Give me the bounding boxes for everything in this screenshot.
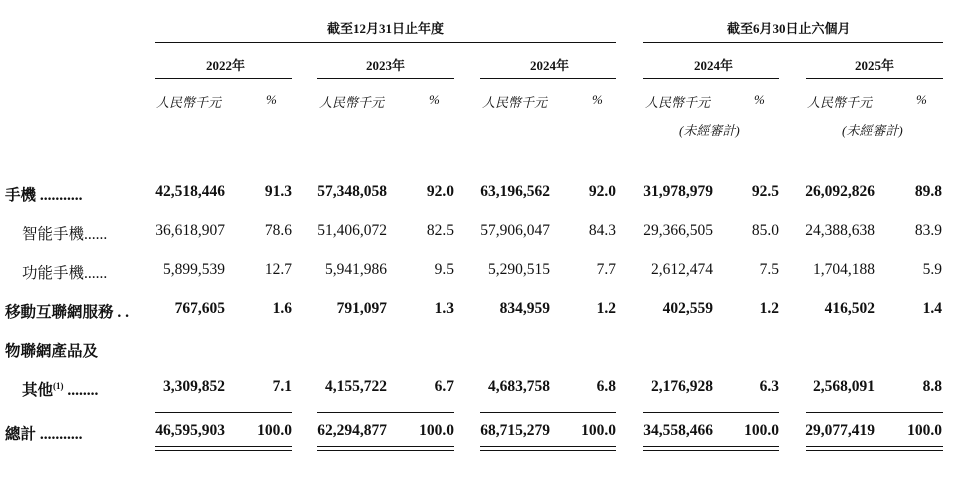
amount-cell: 5,290,515 <box>488 261 550 278</box>
total-top-rule-2024-hy <box>643 412 779 413</box>
amount-cell: 5,941,986 <box>325 261 387 278</box>
amount-cell: 2,612,474 <box>651 261 713 278</box>
pct-label-2024: % <box>592 92 603 107</box>
year-header-2022: 2022年 <box>206 58 246 73</box>
amount-cell: 29,077,419 <box>805 422 875 439</box>
row-label-iot-line1: 物聯網產品及 <box>5 343 99 360</box>
percent-cell: 6.8 <box>596 378 616 395</box>
row-label-mobile-internet: 移動互聯網服務 . . <box>5 304 130 321</box>
row-label-dots: ........ <box>63 382 99 399</box>
pct-label-2022: % <box>266 92 277 107</box>
amount-cell: 24,388,638 <box>805 222 875 239</box>
total-top-rule-2024 <box>480 412 616 413</box>
amount-cell: 31,978,979 <box>643 183 713 200</box>
year-header-2024: 2024年 <box>530 58 570 73</box>
row-label-total: 總計 ........... <box>5 426 83 443</box>
year-header-2024-hy: 2024年 <box>694 58 734 73</box>
amount-cell: 4,683,758 <box>488 378 550 395</box>
percent-cell: 89.8 <box>914 183 942 200</box>
percent-cell: 92.0 <box>588 183 616 200</box>
unit-label-2024: 人民幣千元 <box>482 95 548 110</box>
row-label-smartphones: 智能手機...... <box>22 226 108 243</box>
fy-group-header: 截至12月31日止年度 <box>327 21 445 36</box>
percent-cell: 9.5 <box>434 261 454 278</box>
amount-cell: 62,294,877 <box>317 422 387 439</box>
amount-cell: 791,097 <box>336 300 387 317</box>
total-double-rule-2024-hy <box>643 446 779 451</box>
percent-cell: 1.6 <box>272 300 292 317</box>
total-double-rule-2024 <box>480 446 616 451</box>
amount-cell: 57,348,058 <box>317 183 387 200</box>
amount-cell: 416,502 <box>824 300 875 317</box>
percent-cell: 100.0 <box>744 422 779 439</box>
amount-cell: 767,605 <box>174 300 225 317</box>
pct-label-2025-hy: % <box>916 92 927 107</box>
amount-cell: 29,366,505 <box>643 222 713 239</box>
year-rule-2024 <box>480 78 616 79</box>
amount-cell: 834,959 <box>499 300 550 317</box>
amount-cell: 4,155,722 <box>325 378 387 395</box>
unaudited-note-2025-hy: (未經審計) <box>842 123 903 138</box>
percent-cell: 1.2 <box>596 300 616 317</box>
amount-cell: 5,899,539 <box>163 261 225 278</box>
amount-cell: 34,558,466 <box>643 422 713 439</box>
percent-cell: 1.3 <box>434 300 454 317</box>
unit-label-2024-hy: 人民幣千元 <box>645 95 711 110</box>
percent-cell: 1.4 <box>922 300 942 317</box>
percent-cell: 6.7 <box>434 378 454 395</box>
amount-cell: 68,715,279 <box>480 422 550 439</box>
percent-cell: 12.7 <box>264 261 292 278</box>
total-double-rule-2023 <box>317 446 454 451</box>
percent-cell: 100.0 <box>257 422 292 439</box>
total-double-rule-2025-hy <box>806 446 943 451</box>
unit-label-2025-hy: 人民幣千元 <box>807 95 873 110</box>
percent-cell: 8.8 <box>922 378 942 395</box>
percent-cell: 7.5 <box>759 261 779 278</box>
year-rule-2024-hy <box>643 78 779 79</box>
hy-group-header: 截至6月30日止六個月 <box>727 21 851 36</box>
percent-cell: 85.0 <box>751 222 779 239</box>
percent-cell: 100.0 <box>907 422 942 439</box>
percent-cell: 7.1 <box>272 378 292 395</box>
year-header-2023: 2023年 <box>366 58 406 73</box>
row-label-iot-line2 <box>22 378 98 400</box>
amount-cell: 63,196,562 <box>480 183 550 200</box>
fy-group-rule <box>155 42 616 43</box>
unit-label-2022: 人民幣千元 <box>156 95 222 110</box>
total-top-rule-2023 <box>317 412 454 413</box>
percent-cell: 100.0 <box>419 422 454 439</box>
total-double-rule-2022 <box>155 446 292 451</box>
amount-cell: 3,309,852 <box>163 378 225 395</box>
unaudited-note-2024-hy: (未經審計) <box>679 123 740 138</box>
row-label-handsets: 手機 ........... <box>5 187 83 204</box>
percent-cell: 83.9 <box>914 222 942 239</box>
amount-cell: 2,568,091 <box>813 378 875 395</box>
total-top-rule-2025-hy <box>806 412 943 413</box>
percent-cell: 6.3 <box>759 378 779 395</box>
amount-cell: 1,704,188 <box>813 261 875 278</box>
hy-group-rule <box>643 42 943 43</box>
percent-cell: 100.0 <box>581 422 616 439</box>
footnote-marker: (1) <box>53 380 64 391</box>
amount-cell: 36,618,907 <box>155 222 225 239</box>
percent-cell: 7.7 <box>596 261 616 278</box>
row-label-feature-phones: 功能手機...... <box>22 265 108 282</box>
year-rule-2023 <box>317 78 454 79</box>
amount-cell: 26,092,826 <box>805 183 875 200</box>
percent-cell: 78.6 <box>264 222 292 239</box>
amount-cell: 2,176,928 <box>651 378 713 395</box>
year-header-2025-hy: 2025年 <box>855 58 895 73</box>
percent-cell: 82.5 <box>426 222 454 239</box>
row-label-others: 其他 <box>22 382 54 399</box>
year-rule-2025-hy <box>806 78 943 79</box>
percent-cell: 91.3 <box>264 183 292 200</box>
percent-cell: 92.5 <box>751 183 779 200</box>
amount-cell: 42,518,446 <box>155 183 225 200</box>
percent-cell: 5.9 <box>922 261 942 278</box>
pct-label-2023: % <box>429 92 440 107</box>
pct-label-2024-hy: % <box>754 92 765 107</box>
percent-cell: 92.0 <box>426 183 454 200</box>
percent-cell: 84.3 <box>588 222 616 239</box>
unit-label-2023: 人民幣千元 <box>319 95 385 110</box>
percent-cell: 1.2 <box>759 300 779 317</box>
amount-cell: 402,559 <box>662 300 713 317</box>
total-top-rule-2022 <box>155 412 292 413</box>
amount-cell: 46,595,903 <box>155 422 225 439</box>
amount-cell: 51,406,072 <box>317 222 387 239</box>
year-rule-2022 <box>155 78 292 79</box>
amount-cell: 57,906,047 <box>480 222 550 239</box>
